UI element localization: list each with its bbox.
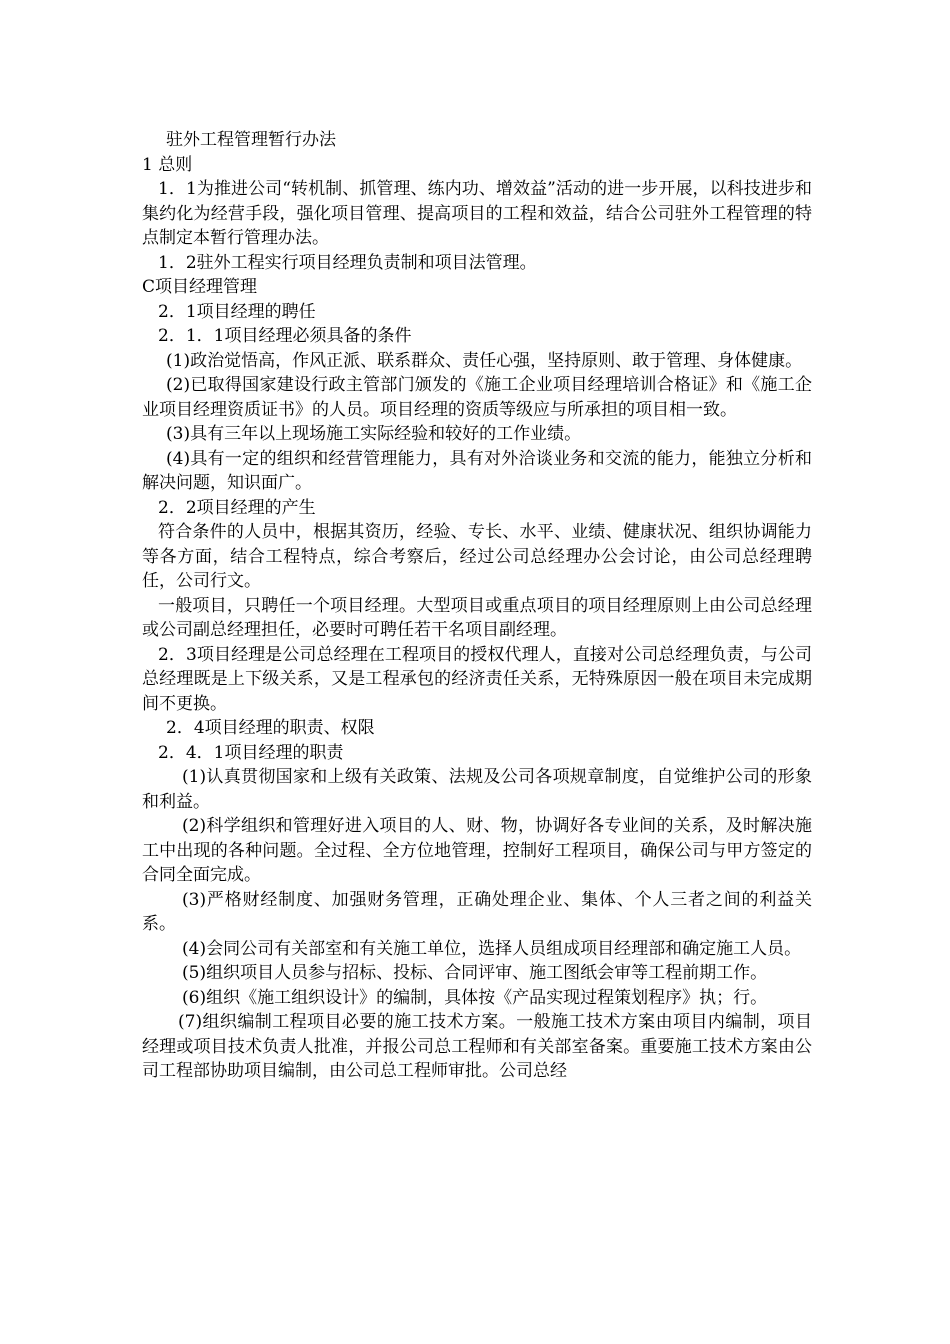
paragraph-1-1: 1．1为推进公司“转机制、抓管理、练内功、增效益”活动的进一步开展，以科技进步和集约化为经营手段，强化项目管理、提高项目的工程和效益，结合公司驻外工程管理的特点制定本暂行管理办法。 bbox=[142, 179, 812, 248]
list-item-2-1-1-4: (4)具有一定的组织和经营管理能力，具有对外洽谈业务和交流的能力，能独立分析和解决问题，知识面广。 bbox=[142, 448, 812, 493]
paragraph-2-2: 2．2项目经理的产生 bbox=[158, 497, 316, 518]
paragraph-2-4-1: 2．4．1项目经理的职责 bbox=[158, 742, 344, 763]
list-item-2-4-1-7: (7)组织编制工程项目必要的施工技术方案。一般施工技术方案由项目内编制，项目经理或项目技术负责人批准，并报公司总工程师和有关部室备案。重要施工技术方案由公司工程部协助项目编制，由公司总工程师审批。公司总经 bbox=[142, 1012, 812, 1081]
list-item-2-1-1-3: (3)具有三年以上现场施工实际经验和较好的工作业绩。 bbox=[166, 424, 582, 444]
list-item-2-4-1-1: (1)认真贯彻国家和上级有关政策、法规及公司各项规章制度，自觉维护公司的形象和利益。 bbox=[142, 767, 812, 812]
paragraph-2-2-note: 一般项目，只聘任一个项目经理。大型项目或重点项目的项目经理原则上由公司总经理或公司副总经理担任，必要时可聘任若干名项目副经理。 bbox=[142, 595, 812, 640]
list-item-2-4-1-5: (5)组织项目人员参与招标、投标、合同评审、施工图纸会审等工程前期工作。 bbox=[182, 963, 768, 983]
list-item-2-4-1-6: (6)组织《施工组织设计》的编制，具体按《产品实现过程策划程序》执；行。 bbox=[182, 987, 768, 1008]
paragraph-2-1-1: 2．1．1项目经理必须具备的条件 bbox=[158, 326, 412, 346]
list-item-2-4-1-4: (4)会同公司有关部室和有关施工单位，选择人员组成项目经理部和确定施工人员。 bbox=[182, 938, 802, 959]
section-heading-2: C项目经理管理 bbox=[142, 277, 258, 297]
paragraph-2-1: 2．1项目经理的聘任 bbox=[158, 301, 316, 322]
paragraph-2-2-body: 符合条件的人员中，根据其资历，经验、专长、水平、业绩、健康状况、组织协调能力等各方面，结合工程特点，综合考察后，经过公司总经理办公会讨论，由公司总经理聘任，公司行文。 bbox=[142, 522, 812, 591]
paragraph-2-4: 2．4项目经理的职责、权限 bbox=[166, 718, 375, 738]
document-body bbox=[142, 128, 812, 1084]
list-item-2-1-1-1: (1)政治觉悟高，作风正派、联系群众、责任心强，坚持原则、敢于管理、身体健康。 bbox=[166, 350, 803, 371]
paragraph-2-3: 2．3项目经理是公司总经理在工程项目的授权代理人，直接对公司总经理负责，与公司总经理既是上下级关系，又是工程承包的经济责任关系，无特殊原因一般在项目未完成期间不更换。 bbox=[142, 644, 812, 714]
list-item-2-4-1-2: (2)科学组织和管理好进入项目的人、财、物，协调好各专业间的关系，及时解决施工中出现的各种问题。全过程、全方位地管理，控制好工程项目，确保公司与甲方签定的合同全面完成。 bbox=[142, 816, 812, 885]
section-heading-1: 1 总则 bbox=[142, 154, 193, 175]
document-title: 驻外工程管理暂行办法 bbox=[166, 130, 336, 150]
paragraph-1-2: 1．2驻外工程实行项目经理负责制和项目法管理。 bbox=[158, 252, 537, 273]
list-item-2-1-1-2: (2)已取得国家建设行政主管部门颁发的《施工企业项目经理培训合格证》和《施工企业项目经理资质证书》的人员。项目经理的资质等级应与所承担的项目相一致。 bbox=[142, 375, 812, 420]
list-item-2-4-1-3: (3)严格财经制度、加强财务管理，正确处理企业、集体、个人三者之间的利益关系。 bbox=[142, 889, 812, 934]
